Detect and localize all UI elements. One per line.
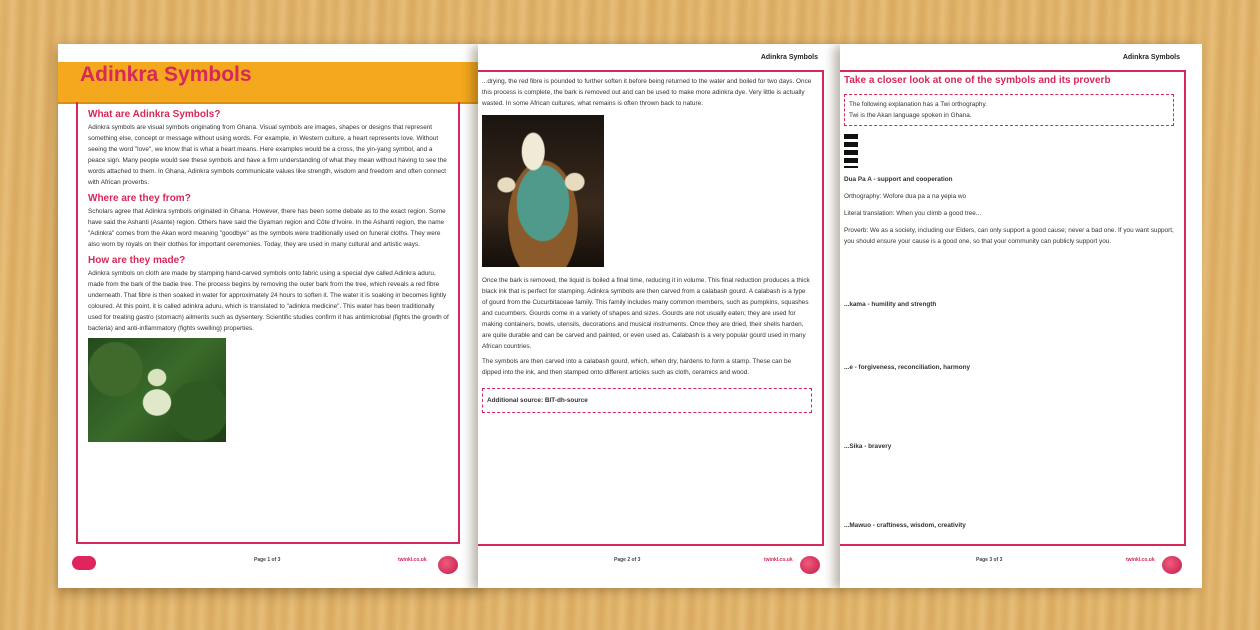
symbol-item: Orthography: Wofore dua pa a na yepia wo — [844, 193, 967, 200]
section-body: Adinkra symbols are visual symbols originating from Ghana. Visual symbols are images, shapes or designs that represent something else, concept or message without using words. For example, in Western culture, a heart represents love. Without seeing the word "love", we know that is what a heart means. Here examples would be a cross, the yin-yang symbol, and a peace sign. Many people would see these symbols and have a firm understanding of what they mean without having to see the words attached to them. In Ghana, Adinkra symbols communicate values like strength, wisdom and freedom and often connect with African proverbs. — [88, 124, 447, 186]
page-1 — [58, 44, 478, 588]
footer-tag: twinkl.co.uk — [1126, 557, 1155, 563]
badge-icon — [800, 556, 820, 574]
footer-tag: twinkl.co.uk — [764, 557, 793, 563]
page-number: Page 1 of 3 — [254, 557, 281, 563]
badge-icon — [1162, 556, 1182, 574]
page-1-content — [88, 108, 450, 442]
note-line: Twi is the Akan language spoken in Ghana. — [849, 112, 972, 119]
calabash-pot-photo — [482, 115, 604, 267]
symbol-item: Dua Pa A - support and cooperation — [844, 176, 953, 183]
page-title: Adinkra Symbols — [80, 63, 252, 86]
page-footer — [840, 552, 1202, 588]
page-number: Page 2 of 3 — [614, 557, 641, 563]
badge-icon — [438, 556, 458, 574]
symbol-item: Proverb: We as a society, including our Elders, can only support a good cause; never a bad one. If you want support, you should ensure your cause is a good one, so that your community can publicly support you. — [844, 227, 1174, 245]
running-head: Adinkra Symbols — [760, 54, 818, 61]
symbol-item: ...Mawuo - craftiness, wisdom, creativity — [844, 522, 966, 529]
symbol-item: ...kama - humility and strength — [844, 301, 937, 308]
source-note — [482, 388, 812, 413]
paragraph: ...drying, the red fibre is pounded to further soften it before being returned to the water and boiled for two days. Once this process is complete, the bark is removed out and can be used to make more adinkra dye. Very little is actually wasted. In some African cultures, what remains is often thrown back to nature. — [482, 78, 812, 107]
page-number: Page 3 of 3 — [976, 557, 1003, 563]
orthography-note — [844, 94, 1174, 126]
adinkra-symbol-icon — [844, 134, 858, 168]
page-3 — [840, 44, 1202, 588]
symbol-item: ...e - forgiveness, reconciliation, harmony — [844, 364, 971, 371]
paragraph: Once the bark is removed, the liquid is boiled a final time, reducing it in volume. This final reduction produces a thick black ink that is perfect for stamping. Adinkra symbols are then carved from a calabash gourd. A calabash is a type of gourd from the Cucurbitaceae family. This family includes many common members, such as pumpkins, squashes and cucumbers. Gourds come in a variety of shapes and sizes. Gourds are not usually eaten; they are used for making containers, bowls, utensils, decorations and musical instruments. Once they are dried, their shells harden, are quite durable and can be carved and painted, or even used as. Calabash is a very popular gourd used in many African countries. — [482, 277, 810, 350]
section-heading: Where are they from? — [88, 193, 191, 204]
twinkl-logo-icon — [72, 556, 96, 570]
page-2-content — [482, 76, 812, 413]
footer-tag: twinkl.co.uk — [398, 557, 427, 563]
section-body: Adinkra symbols on cloth are made by stamping hand-carved symbols onto fabric using a special dye called Adinkra aduru, made from the bark of the badie tree. The process begins by removing the outer bark from the tree, which reveals a red fibre underneath. That fibre is then soaked in water for approximately 24 hours to soften it. The water it is soaking in becomes lightly coloured. At this point, it is called adinkra aduru, which is translated to "adinkra medicine". This water has been traditionally used for treating gastro (stomach) ailments such as dysentery. Scientific studies confirm it has antimicrobial (fights the growth of bacteria) and anti-inflammatory (fights swelling) properties. — [88, 270, 449, 332]
paragraph: The symbols are then carved into a calabash gourd, which, when dry, hardens to form a stamp. These can be dipped into the ink, and then stamped onto different articles such as cloth, ceramics and wood. — [482, 358, 792, 376]
page-footer — [478, 552, 840, 588]
page-2 — [478, 44, 840, 588]
page-3-content — [844, 74, 1174, 537]
symbol-item: Literal translation: When you climb a good tree... — [844, 210, 982, 217]
section-heading: Take a closer look at one of the symbols and its proverb — [844, 75, 1111, 86]
source-note-text: Additional source: BIT-dh-source — [487, 397, 588, 404]
note-line: The following explanation has a Twi orthography. — [849, 101, 987, 108]
running-head: Adinkra Symbols — [1122, 54, 1180, 61]
section-heading: How are they made? — [88, 255, 186, 266]
page-footer — [58, 552, 478, 588]
title-bar — [58, 62, 478, 104]
section-heading: What are Adinkra Symbols? — [88, 109, 221, 120]
section-body: Scholars agree that Adinkra symbols originated in Ghana. However, there has been some debate as to the exact region. Some have said the Ashanti (Asante) region. Others have said the Gyaman region and Côte d'Ivoire. In the Ashanti region, the name "Adinkra" comes from the Akan word meaning "goodbye" as the symbols were traditionally used on funeral cloths. They were also worn by royals on their clothes for important ceremonies. Today, they are used in many cultural and artistic ways. — [88, 208, 446, 248]
symbol-item: ...Sika - bravery — [844, 443, 892, 450]
gourd-photo — [88, 338, 226, 442]
